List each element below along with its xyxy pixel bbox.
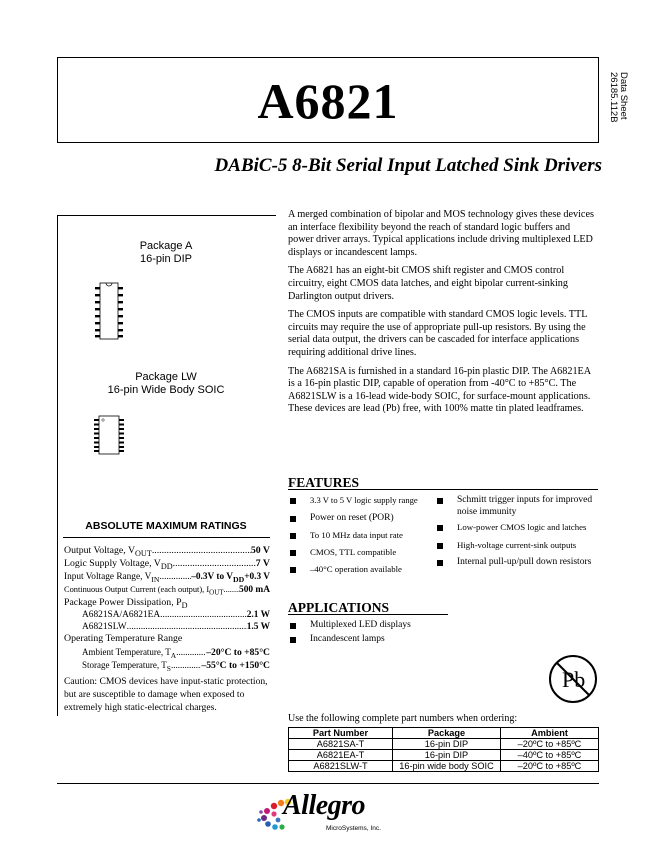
description-paragraph: The A6821 has an eight-bit CMOS shift register and CMOS control circuitry, eight CMOS data latches, and eight bipolar current-sinking Darlington output drivers. bbox=[288, 265, 568, 302]
title-box bbox=[57, 57, 599, 143]
table-row bbox=[289, 750, 599, 761]
data-sheet-number: 26185.112B bbox=[608, 72, 619, 123]
rating-input-voltage-range: Input Voltage Range, $V_{IN}$ ..... –0.3V to $V_{DD}+0.3$ V bbox=[64, 571, 270, 586]
bullet-icon bbox=[437, 560, 443, 566]
bullet-icon bbox=[437, 498, 443, 504]
table-row bbox=[289, 739, 599, 750]
ordering-table-header bbox=[289, 728, 599, 739]
package-lw-type: 16-pin Wide Body SOIC bbox=[107, 384, 225, 396]
package-a-label bbox=[57, 240, 275, 266]
applications-divider bbox=[288, 614, 448, 615]
soic-package-icon bbox=[92, 415, 126, 455]
bullet-icon bbox=[290, 623, 296, 629]
allegro-tagline: MicroSystems, Inc. bbox=[326, 825, 381, 832]
applications-title: APPLICATIONS bbox=[288, 600, 390, 615]
ordering-intro: Use the following complete part numbers when ordering: bbox=[288, 713, 518, 724]
rating-storage-temperature: Storage Temperature, $T_S$ ..... –55°C to +150°C bbox=[82, 659, 270, 675]
ordering-table bbox=[288, 727, 599, 772]
rating-package-power-dissipation: Package Power Dissipation, $P_D$ bbox=[64, 597, 188, 610]
table-cell: 16-pin DIP bbox=[393, 739, 501, 750]
rating-power-a6821sa-ea: A6821SA/A6821EA ..... 2.1 W bbox=[82, 609, 270, 621]
part-number-title: A6821 bbox=[257, 73, 399, 129]
rating-operating-temperature-range: Operating Temperature Range bbox=[64, 633, 183, 644]
absolute-maximum-ratings-title: ABSOLUTE MAXIMUM RATINGS bbox=[85, 520, 247, 532]
rating-power-a6821slw: A6821SLW ..... 1.5 W bbox=[82, 621, 270, 633]
allegro-logo-text: Allegro bbox=[283, 790, 366, 821]
footer-divider bbox=[57, 783, 599, 784]
description-paragraph: The CMOS inputs are compatible with standard CMOS logic levels. TTL circuits may require the use of appropriate pull-up resistors. By using the serial data output, the drivers can be cascaded for interface applications requiring additional drive lines. bbox=[288, 309, 588, 358]
table-cell: A6821EA-T bbox=[289, 750, 393, 761]
table-cell: –40ºC to +85ºC bbox=[501, 750, 599, 761]
package-lw-label bbox=[57, 371, 275, 397]
column-header: Part Number bbox=[289, 728, 393, 739]
rating-output-voltage: Output Voltage, $V_{OUT}$ ..... 50 V bbox=[64, 545, 270, 560]
column-header: Package bbox=[393, 728, 501, 739]
table-cell: A6821SLW-T bbox=[289, 761, 393, 772]
features-divider bbox=[288, 489, 598, 490]
table-cell: –20ºC to +85ºC bbox=[501, 739, 599, 750]
description-paragraph: The A6821SA is furnished in a standard 16-pin plastic DIP. The A6821EA is a 16-pin plastic DIP, capable of operation from -40°C to +85°C. The A6821SLW is a 16-lead wide-body SOIC, for surface-mount applications. These devices are lead (Pb) free, with 100% matte tin plated leadframes. bbox=[288, 365, 591, 415]
dip-package-icon bbox=[91, 282, 127, 340]
bullet-icon bbox=[290, 498, 296, 504]
rating-continuous-output-current: Continuous Output Current (each output), $I_{OUT}$ ..... 500 mA bbox=[64, 584, 270, 599]
table-cell: 16-pin DIP bbox=[393, 750, 501, 761]
rating-logic-supply-voltage: Logic Supply Voltage, $V_{DD}$ ..... 7 V bbox=[64, 558, 270, 573]
bullet-icon bbox=[290, 567, 296, 573]
description bbox=[288, 209, 598, 422]
pb-symbol-text: Pb bbox=[562, 667, 586, 692]
table-cell: –20ºC to +85ºC bbox=[501, 761, 599, 772]
bullet-icon bbox=[437, 525, 443, 531]
bullet-icon bbox=[437, 543, 443, 549]
table-cell: A6821SA-T bbox=[289, 739, 393, 750]
bullet-icon bbox=[290, 637, 296, 643]
bullet-icon bbox=[290, 516, 296, 522]
package-a-type: 16-pin DIP bbox=[140, 253, 192, 265]
rating-ambient-temperature: Ambient Temperature, $T_A$ ..... –20°C to +85°C bbox=[82, 646, 270, 662]
column-header: Ambient bbox=[501, 728, 599, 739]
package-lw-name: Package LW bbox=[135, 371, 197, 383]
bullet-icon bbox=[290, 533, 296, 539]
data-sheet-text: Data Sheet bbox=[618, 72, 629, 120]
data-sheet-label bbox=[608, 72, 628, 142]
description-paragraph: A merged combination of bipolar and MOS technology gives these devices an interface flexibility beyond the reach of standard logic buffers and power driver arrays. Typical applications include driving multiplexed LED displays or incandescent lamps. bbox=[288, 209, 594, 258]
lead-free-icon bbox=[547, 653, 599, 705]
document-subtitle: DABiC-5 8-Bit Serial Input Latched Sink Drivers bbox=[214, 155, 602, 176]
ratings-divider bbox=[63, 537, 270, 538]
package-a-name: Package A bbox=[139, 240, 193, 252]
table-row bbox=[289, 761, 599, 772]
table-cell: 16-pin wide body SOIC bbox=[393, 761, 501, 772]
caution-note: Caution: CMOS devices have input-static protection, but are susceptible to damage when exposed to extremely high static-electrical charges. bbox=[64, 676, 268, 713]
bullet-icon bbox=[290, 550, 296, 556]
features-title: FEATURES bbox=[288, 475, 360, 490]
